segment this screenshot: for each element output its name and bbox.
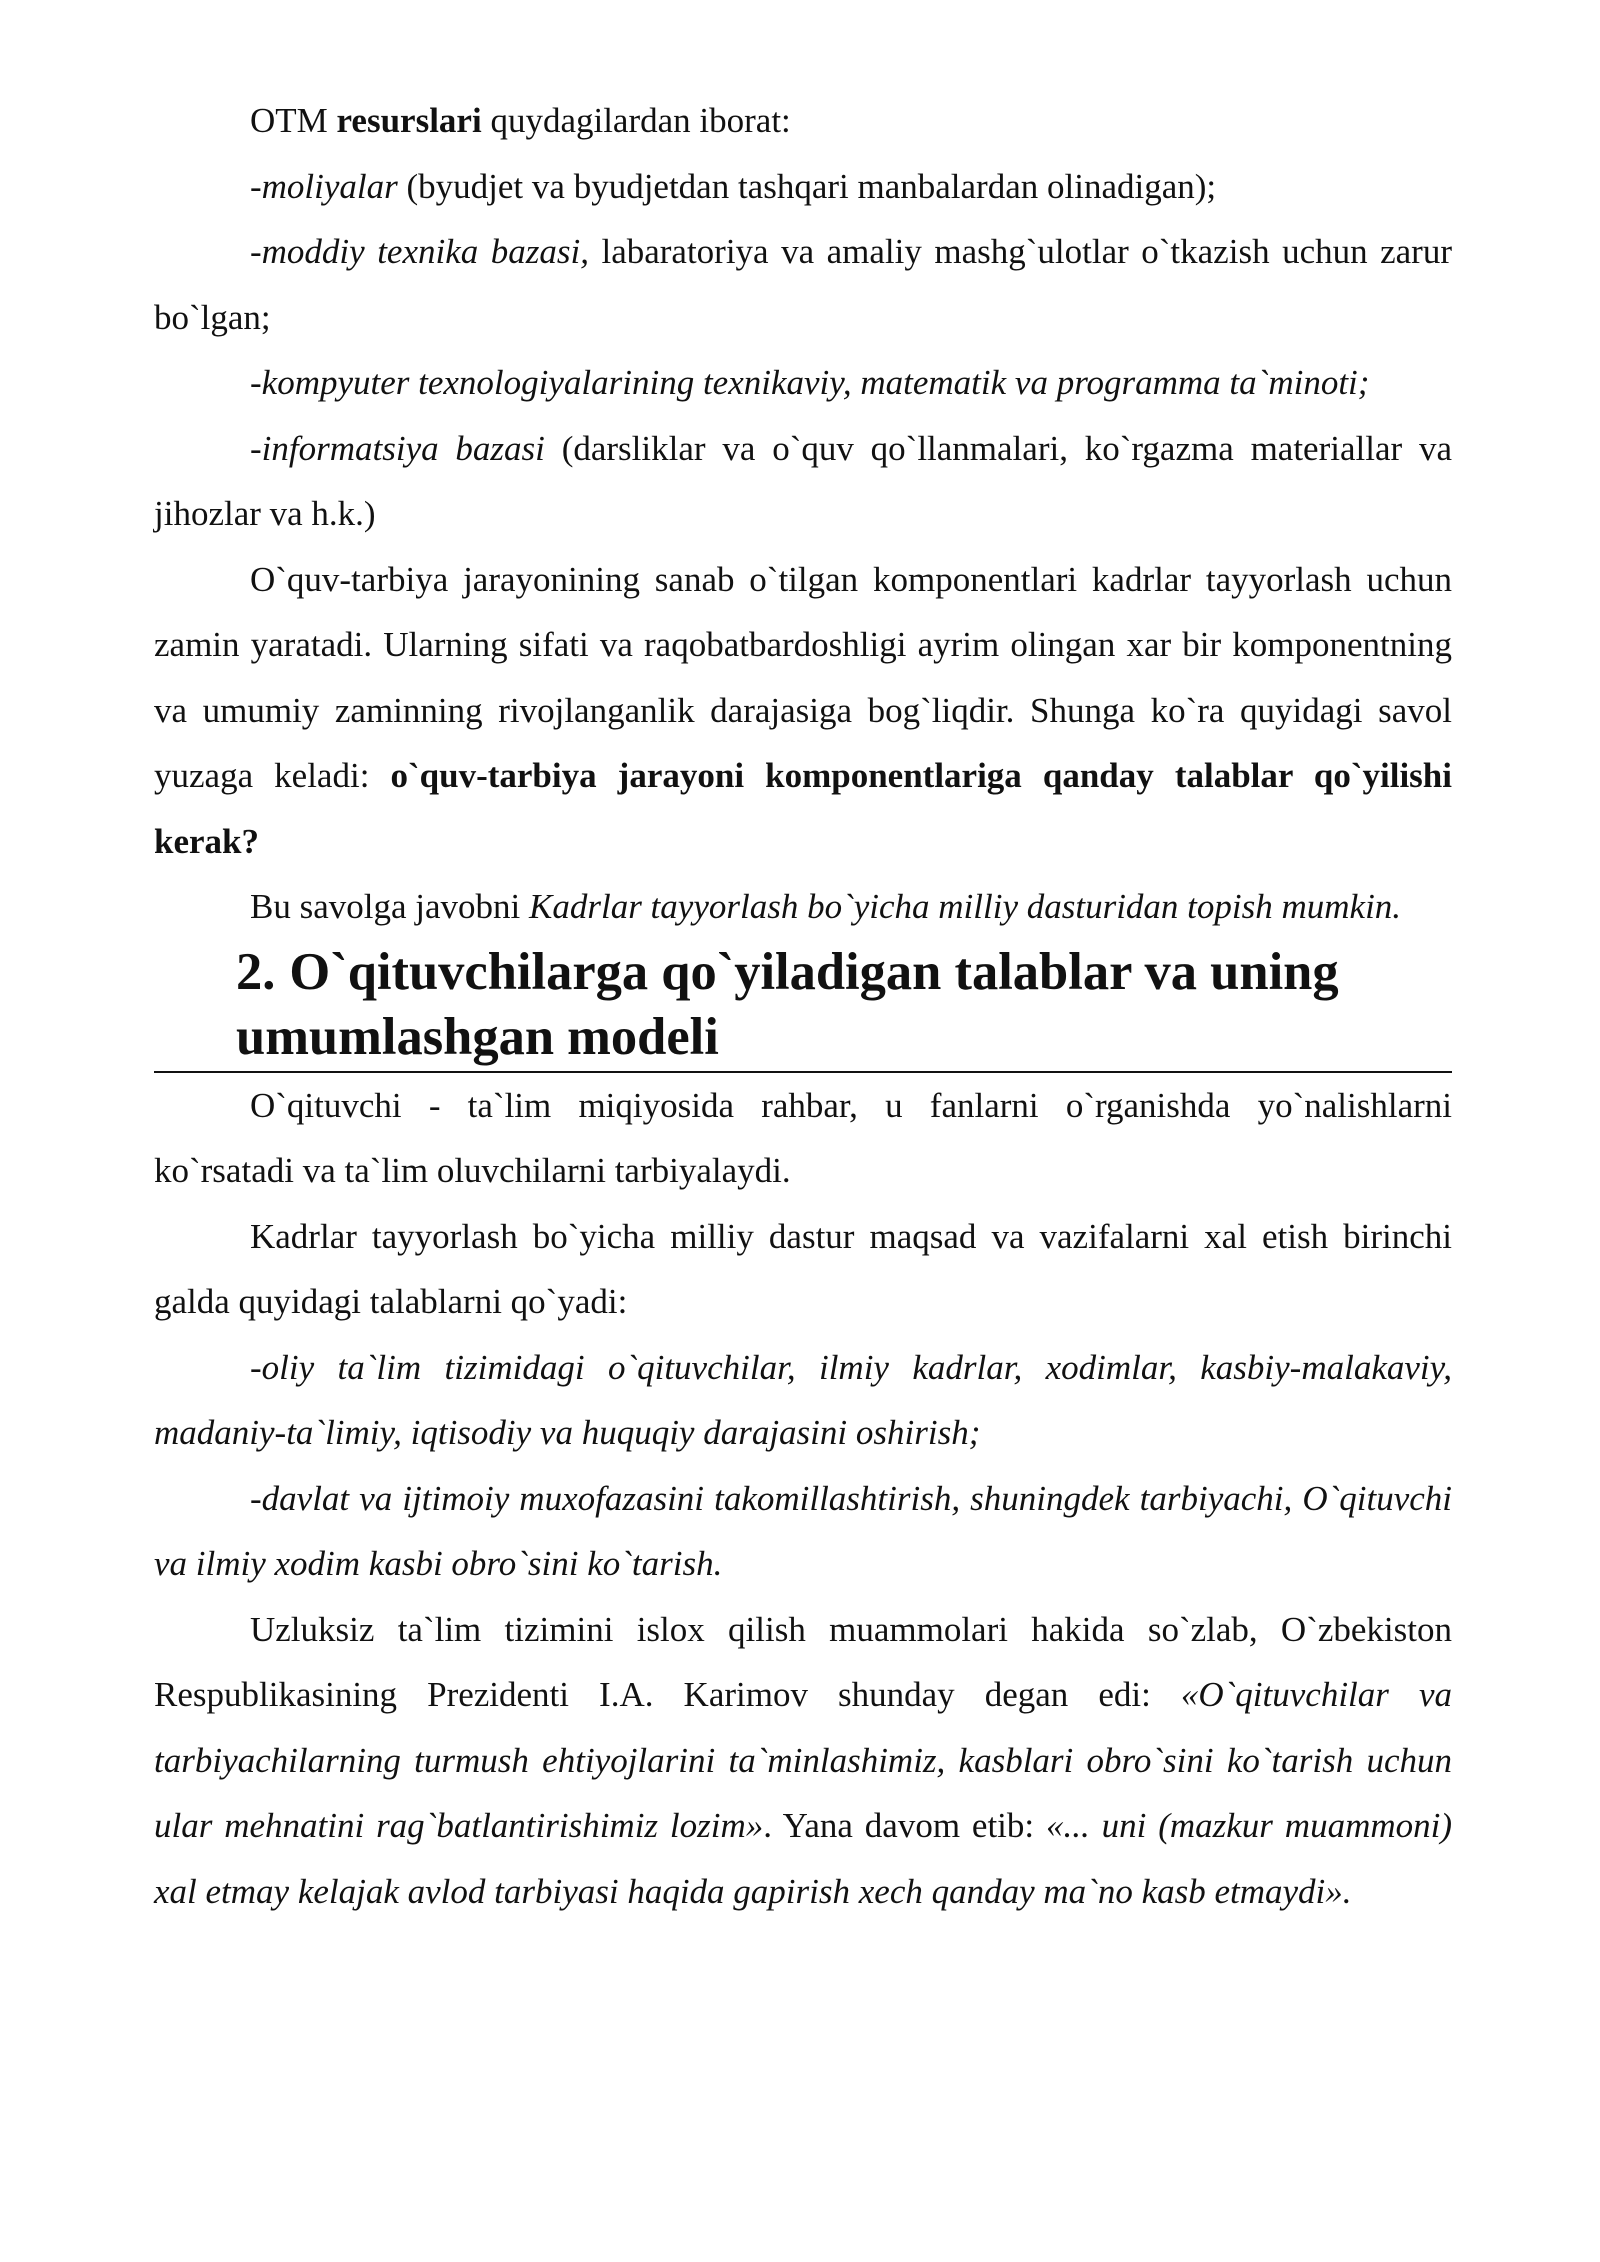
- italic-text: -moddiy texnika bazasi,: [250, 232, 589, 271]
- text: labaratoriya va amaliy mashg`ulotlar o`tkazish uchun zarur bo`lgan;: [154, 232, 1452, 337]
- italic-text: -moliyalar: [250, 166, 398, 206]
- italic-quote: «O`qituvchilar va tarbiyachilarning turmush ehtiyojlarini ta`minlashimiz, kasblari obro`sini ko`tarish uchun ular mehnatini rag`batlantirishimiz lozim»: [154, 1675, 1452, 1845]
- section-number: 2.: [236, 942, 276, 1001]
- list-item-material-base: [154, 219, 1452, 350]
- bold-text: resurslari: [336, 101, 482, 140]
- text: (darsliklar va o`quv qo`llanmalari, ko`rgazma materiallar va jihozlar va h.k.): [154, 428, 1452, 533]
- text: quydagilardan iborat:: [481, 101, 791, 140]
- italic-text: Kadrlar tayyorlash bo`yicha milliy dasturidan topish mumkin.: [529, 887, 1402, 926]
- text: . Yana davom etib:: [763, 1806, 1046, 1845]
- italic-text: -davlat va ijtimoiy muxofazasini takomillashtirish, shuningdek tarbiyachi, O`qituvchi va ilmiy xodim kasbi obro`sini ko`tarish.: [154, 1478, 1452, 1583]
- text: Bu savolga javobni: [250, 887, 529, 926]
- text: OTM: [250, 101, 337, 140]
- italic-text: -oliy ta`lim tizimidagi o`qituvchilar, ilmiy kadrlar, xodimlar, kasbiy-malakaviy, madaniy-ta`limiy, iqtisodiy va huquqiy darajasini oshirish;: [154, 1347, 1452, 1452]
- italic-text: -kompyuter texnologiyalarining texnikaviy, matematik va programma ta`minoti;: [250, 363, 1370, 402]
- list-item-computer-technologies: [154, 350, 1452, 416]
- paragraph-teacher-role: [154, 1073, 1452, 1204]
- text: O`quv-tarbiya jarayonining sanab o`tilgan komponentlari kadrlar tayyorlash uchun zamin yaratadi. Ularning sifati va raqobatbardoshligi ayrim olingan xar bir komponentning va umumiy zaminning rivojlanganlik darajasiga bog`liqdir. Shunga ko`ra quyidagi savol yuzaga keladi:: [154, 559, 1452, 795]
- text: (byudjet va byudjetdan tashqari manbalardan olinadigan);: [397, 166, 1217, 206]
- list-item-information-base: [154, 416, 1452, 547]
- paragraph-national-program: [154, 1204, 1452, 1335]
- list-item-social-protection: [154, 1466, 1452, 1597]
- section-heading: [154, 940, 1452, 1073]
- italic-text: -informatsiya bazasi: [250, 428, 545, 468]
- italic-quote: «... uni (mazkur muammoni) xal etmay kelajak avlod tarbiyasi haqida gapirish xech qanday ma`no kasb etmaydi».: [154, 1806, 1452, 1911]
- bold-question: o`quv-tarbiya jarayoni komponentlariga qanday talablar qo`yilishi kerak?: [154, 756, 1452, 861]
- paragraph-resources-intro: [154, 88, 1452, 154]
- document-page: [154, 88, 1452, 1924]
- list-item-finances: [154, 154, 1452, 220]
- section-title: O`qituvchilarga qo`yiladigan talablar va uning umumlashgan modeli: [236, 942, 1339, 1066]
- text: O`qituvchi - ta`lim miqiyosida rahbar, u fanlarni o`rganishda yo`nalishlarni ko`rsatadi va ta`lim oluvchilarni tarbiyalaydi.: [154, 1085, 1452, 1190]
- list-item-raise-level: [154, 1335, 1452, 1466]
- paragraph-components: [154, 547, 1452, 875]
- paragraph-president-quote: [154, 1597, 1452, 1925]
- paragraph-answer-source: [154, 874, 1452, 940]
- text: Uzluksiz ta`lim tizimini islox qilish muammolari hakida so`zlab, O`zbekiston Respublikasining Prezidenti I.A. Karimov shunday degan edi:: [154, 1609, 1452, 1714]
- text: Kadrlar tayyorlash bo`yicha milliy dastur maqsad va vazifalarni xal etish birinchi galda quyidagi talablarni qo`yadi:: [154, 1216, 1452, 1321]
